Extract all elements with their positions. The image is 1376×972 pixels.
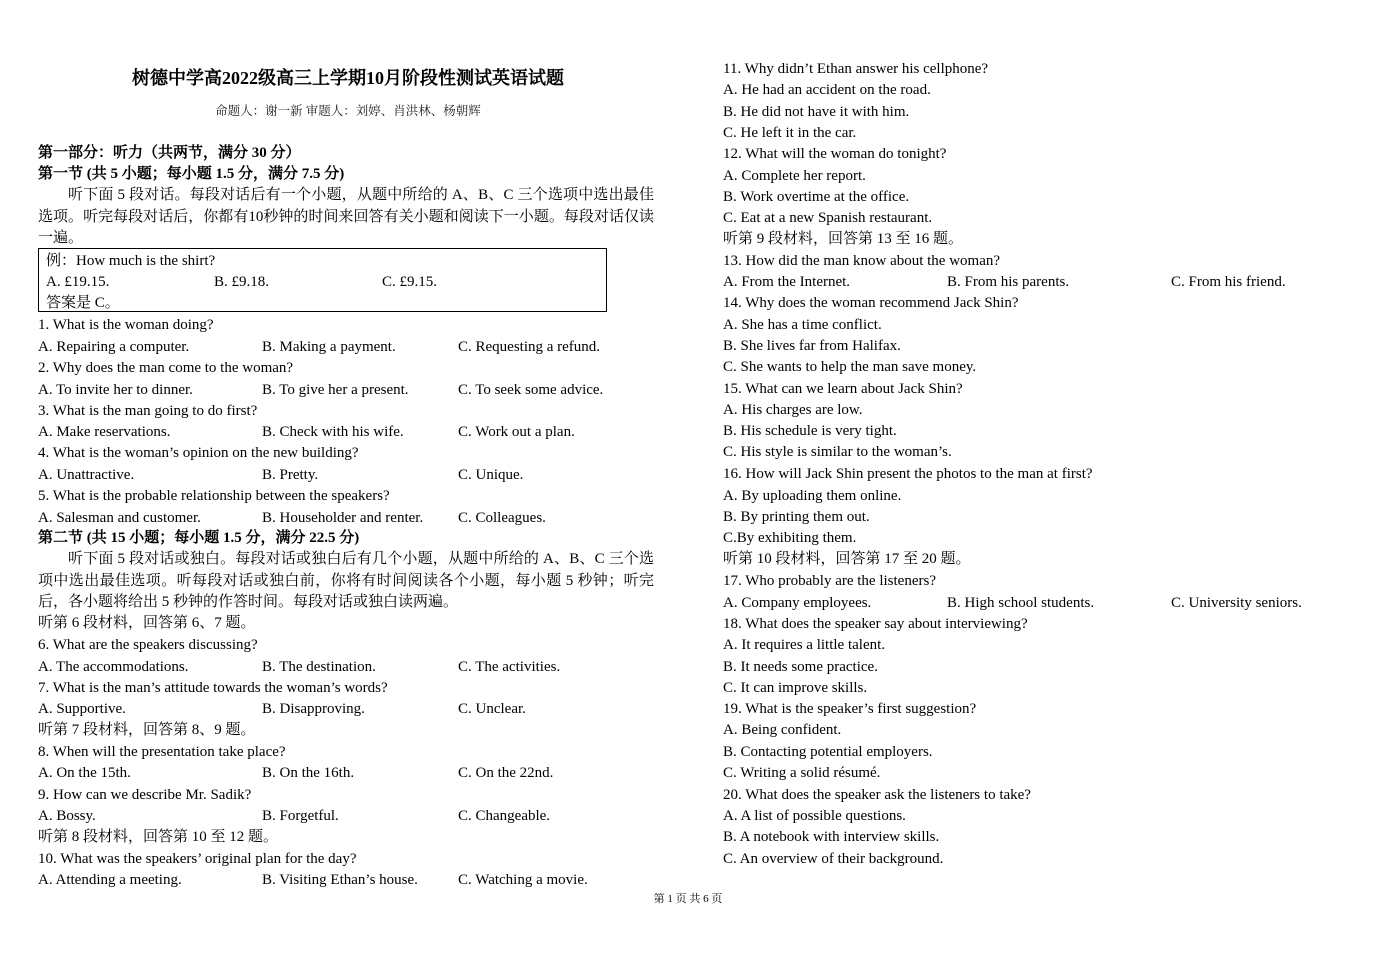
option-a: A. From the Internet. bbox=[723, 274, 851, 290]
section1-heading: 第一节 (共 5 小题；每小题 1.5 分，满分 7.5 分) bbox=[38, 166, 345, 182]
page-title: 树德中学高2022级高三上学期10月阶段性测试英语试题 bbox=[132, 68, 564, 88]
options-1 bbox=[38, 337, 658, 357]
option-c: C. University seniors. bbox=[1171, 595, 1302, 611]
option-20b: B. A notebook with interview skills. bbox=[723, 829, 940, 845]
option-b: B. The destination. bbox=[262, 659, 376, 675]
option-18c: C. It can improve skills. bbox=[723, 680, 868, 696]
option-16c: C.By exhibiting them. bbox=[723, 530, 857, 546]
option-a: A. Unattractive. bbox=[38, 467, 135, 483]
options-3 bbox=[38, 422, 658, 442]
option-a: A. To invite her to dinner. bbox=[38, 382, 193, 398]
options-4 bbox=[38, 465, 658, 485]
question-8: 8. When will the presentation take place? bbox=[38, 744, 286, 760]
option-b: B. To give her a present. bbox=[262, 382, 409, 398]
example-option-b: B. £9.18. bbox=[214, 274, 270, 290]
section2-heading: 第二节 (共 15 小题；每小题 1.5 分，满分 22.5 分) bbox=[38, 530, 360, 546]
example-option-a: A. £19.15. bbox=[46, 274, 110, 290]
options-7 bbox=[38, 699, 658, 719]
option-16b: B. By printing them out. bbox=[723, 509, 870, 525]
option-18b: B. It needs some practice. bbox=[723, 659, 878, 675]
option-a: A. On the 15th. bbox=[38, 765, 131, 781]
option-15b: B. His schedule is very tight. bbox=[723, 423, 897, 439]
material-8: 听第 8 段材料，回答第 10 至 12 题。 bbox=[38, 829, 279, 845]
option-b: B. High school students. bbox=[947, 595, 1095, 611]
question-18: 18. What does the speaker say about interviewing? bbox=[723, 616, 1028, 632]
question-5: 5. What is the probable relationship between the speakers? bbox=[38, 488, 390, 504]
option-b: B. Making a payment. bbox=[262, 339, 396, 355]
option-15a: A. His charges are low. bbox=[723, 402, 863, 418]
option-11c: C. He left it in the car. bbox=[723, 125, 857, 141]
option-20c: C. An overview of their background. bbox=[723, 851, 944, 867]
option-11b: B. He did not have it with him. bbox=[723, 104, 910, 120]
option-14b: B. She lives far from Halifax. bbox=[723, 338, 901, 354]
section2-instructions: 听下面 5 段对话或独白。每段对话或独白后有几个小题，从题中所给的 A、B、C 三个选项中选出最佳选项。听每段对话或独白前，你将有时间阅读各个小题，每小题 5 秒钟；听完后，各小题将给出 5 秒钟的作答时间。每段对话或独白读两遍。 bbox=[38, 551, 654, 610]
question-9: 9. How can we describe Mr. Sadik? bbox=[38, 787, 252, 803]
question-20: 20. What does the speaker ask the listeners to take? bbox=[723, 787, 1031, 803]
authors-line: 命题人：谢一新 审题人：刘婷、肖洪林、杨朝辉 bbox=[215, 104, 481, 118]
option-19b: B. Contacting potential employers. bbox=[723, 744, 933, 760]
example-question: 例：How much is the shirt? bbox=[46, 253, 216, 269]
option-20a: A. A list of possible questions. bbox=[723, 808, 906, 824]
option-c: C. Work out a plan. bbox=[458, 424, 575, 440]
option-a: A. Attending a meeting. bbox=[38, 872, 182, 888]
option-c: C. Unique. bbox=[458, 467, 524, 483]
question-17: 17. Who probably are the listeners? bbox=[723, 573, 936, 589]
option-12b: B. Work overtime at the office. bbox=[723, 189, 910, 205]
option-b: B. From his parents. bbox=[947, 274, 1070, 290]
material-7: 听第 7 段材料，回答第 8、9 题。 bbox=[38, 722, 256, 738]
option-c: C. Unclear. bbox=[458, 701, 526, 717]
option-15c: C. His style is similar to the woman’s. bbox=[723, 444, 952, 460]
option-a: A. Company employees. bbox=[723, 595, 872, 611]
options-9 bbox=[38, 806, 658, 826]
question-3: 3. What is the man going to do first? bbox=[38, 403, 258, 419]
option-18a: A. It requires a little talent. bbox=[723, 637, 886, 653]
option-c: C. From his friend. bbox=[1171, 274, 1286, 290]
question-2: 2. Why does the man come to the woman? bbox=[38, 360, 294, 376]
option-a: A. Repairing a computer. bbox=[38, 339, 190, 355]
option-c: C. Colleagues. bbox=[458, 510, 546, 526]
example-option-c: C. £9.15. bbox=[382, 274, 438, 290]
option-b: B. Householder and renter. bbox=[262, 510, 424, 526]
option-14c: C. She wants to help the man save money. bbox=[723, 359, 977, 375]
options-13 bbox=[723, 272, 1353, 292]
question-14: 14. Why does the woman recommend Jack Shin? bbox=[723, 295, 1019, 311]
option-14a: A. She has a time conflict. bbox=[723, 317, 882, 333]
section1-instructions: 听下面 5 段对话。每段对话后有一个小题，从题中所给的 A、B、C 三个选项中选出最佳选项。听完每段对话后，你都有10秒钟的时间来回答有关小题和阅读下一小题。每段对话仅读一遍。 bbox=[38, 187, 654, 246]
option-19a: A. Being confident. bbox=[723, 722, 842, 738]
material-10: 听第 10 段材料，回答第 17 至 20 题。 bbox=[723, 551, 971, 567]
example-answer: 答案是 C。 bbox=[46, 295, 120, 311]
option-11a: A. He had an accident on the road. bbox=[723, 82, 931, 98]
option-a: A. The accommodations. bbox=[38, 659, 189, 675]
option-b: B. Forgetful. bbox=[262, 808, 339, 824]
question-11: 11. Why didn’t Ethan answer his cellphone? bbox=[723, 61, 989, 77]
question-10: 10. What was the speakers’ original plan for the day? bbox=[38, 851, 357, 867]
option-a: A. Make reservations. bbox=[38, 424, 171, 440]
part1-heading: 第一部分：听力（共两节，满分 30 分） bbox=[38, 145, 301, 161]
question-12: 12. What will the woman do tonight? bbox=[723, 146, 947, 162]
material-9: 听第 9 段材料，回答第 13 至 16 题。 bbox=[723, 231, 964, 247]
question-6: 6. What are the speakers discussing? bbox=[38, 637, 258, 653]
options-8 bbox=[38, 763, 658, 783]
option-b: B. Pretty. bbox=[262, 467, 319, 483]
option-c: C. Watching a movie. bbox=[458, 872, 588, 888]
option-12c: C. Eat at a new Spanish restaurant. bbox=[723, 210, 933, 226]
option-12a: A. Complete her report. bbox=[723, 168, 866, 184]
option-c: C. Requesting a refund. bbox=[458, 339, 601, 355]
page-footer: 第 1 页 共 6 页 bbox=[653, 893, 723, 905]
option-a: A. Supportive. bbox=[38, 701, 126, 717]
option-a: A. Salesman and customer. bbox=[38, 510, 201, 526]
option-c: C. To seek some advice. bbox=[458, 382, 604, 398]
options-10 bbox=[38, 870, 658, 890]
example-box bbox=[38, 248, 607, 312]
option-b: B. Check with his wife. bbox=[262, 424, 404, 440]
option-c: C. Changeable. bbox=[458, 808, 551, 824]
question-15: 15. What can we learn about Jack Shin? bbox=[723, 381, 963, 397]
options-5 bbox=[38, 508, 658, 528]
option-c: C. The activities. bbox=[458, 659, 561, 675]
question-1: 1. What is the woman doing? bbox=[38, 317, 214, 333]
options-6 bbox=[38, 657, 658, 677]
options-2 bbox=[38, 380, 658, 400]
option-19c: C. Writing a solid résumé. bbox=[723, 765, 881, 781]
question-4: 4. What is the woman’s opinion on the new building? bbox=[38, 445, 359, 461]
option-c: C. On the 22nd. bbox=[458, 765, 554, 781]
option-a: A. Bossy. bbox=[38, 808, 96, 824]
option-b: B. Visiting Ethan’s house. bbox=[262, 872, 418, 888]
question-16: 16. How will Jack Shin present the photos to the man at first? bbox=[723, 466, 1093, 482]
option-b: B. On the 16th. bbox=[262, 765, 355, 781]
question-7: 7. What is the man’s attitude towards the woman’s words? bbox=[38, 680, 388, 696]
option-b: B. Disapproving. bbox=[262, 701, 365, 717]
options-17 bbox=[723, 593, 1353, 613]
question-19: 19. What is the speaker’s first suggestion? bbox=[723, 701, 977, 717]
option-16a: A. By uploading them online. bbox=[723, 488, 902, 504]
question-13: 13. How did the man know about the woman? bbox=[723, 253, 1001, 269]
material-6: 听第 6 段材料，回答第 6、7 题。 bbox=[38, 615, 256, 631]
